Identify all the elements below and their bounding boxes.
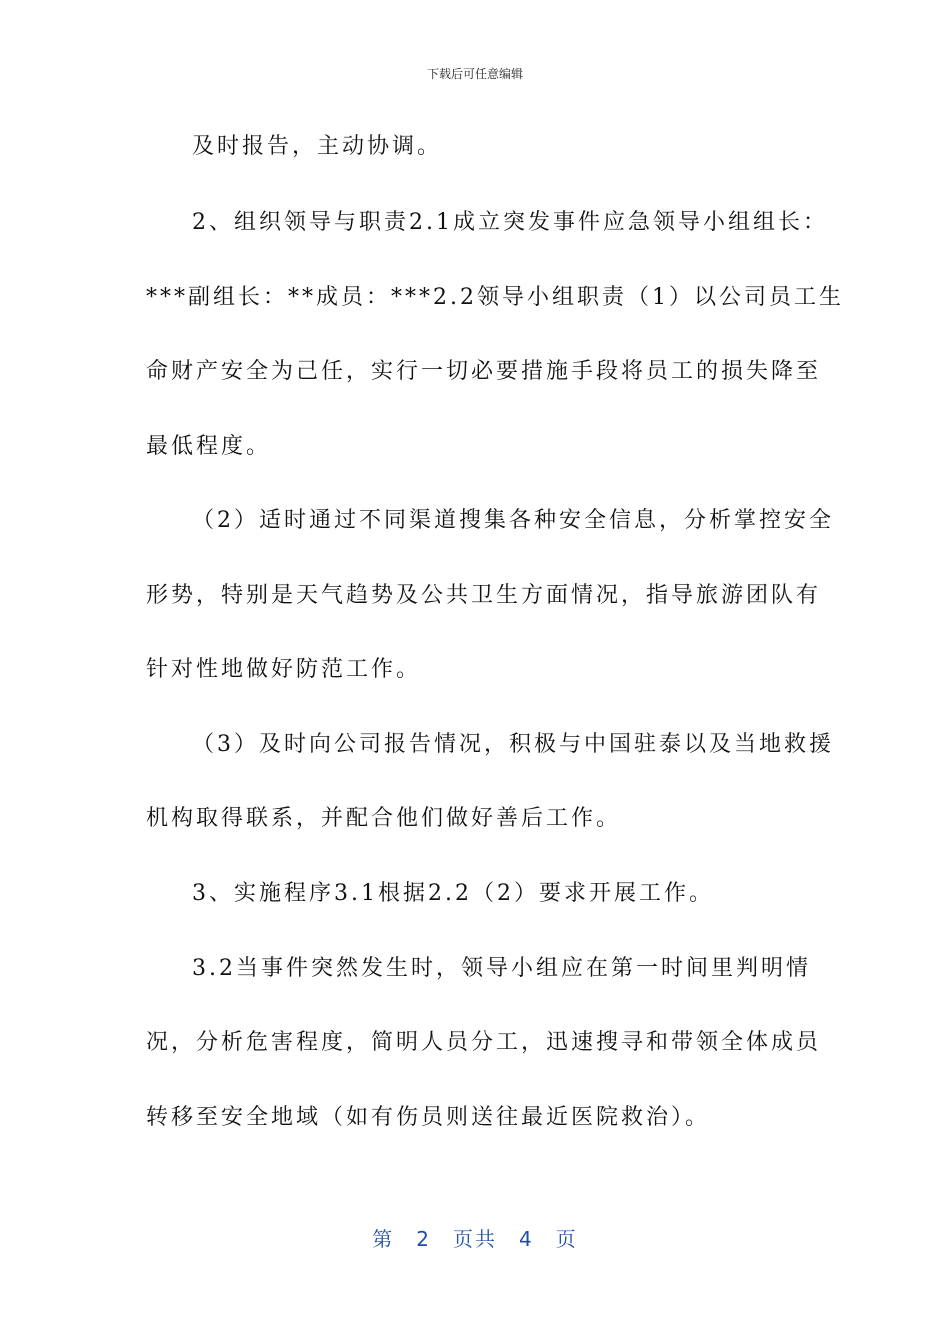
paragraph-line: 形势，特别是天气趋势及公共卫生方面情况，指导旅游团队有: [146, 583, 822, 608]
paragraph-line: ***副组长：**成员：***2.2领导小组职责（1）以公司员工生: [146, 285, 844, 310]
paragraph-line: 3、实施程序3.1根据2.2（2）要求开展工作。: [192, 881, 714, 906]
paragraph-line: （3）及时向公司报告情况，积极与中国驻泰以及当地救援: [192, 732, 834, 757]
paragraph-line: 况，分析危害程度，简明人员分工，迅速搜寻和带领全体成员: [146, 1030, 822, 1055]
footer-suffix: 页: [555, 1227, 578, 1251]
paragraph-line: 命财产安全为己任，实行一切必要措施手段将员工的损失降至: [146, 359, 822, 384]
paragraph-line: 针对性地做好防范工作。: [146, 657, 422, 682]
page-number-footer: [0, 1226, 950, 1252]
paragraph-line: （2）适时通过不同渠道搜集各种安全信息，分析掌控安全: [192, 508, 834, 533]
current-page-number: 2: [416, 1227, 431, 1251]
page-header-note: 下载后可任意编辑: [426, 67, 523, 81]
paragraph-line: 机构取得联系，并配合他们做好善后工作。: [146, 806, 622, 831]
paragraph-line: 2、组织领导与职责2.1成立突发事件应急领导小组组长：: [192, 210, 828, 235]
paragraph-line: 3.2当事件突然发生时，领导小组应在第一时间里判明情: [192, 956, 811, 981]
footer-middle: 页共: [453, 1227, 497, 1251]
paragraph-line: 最低程度。: [146, 434, 272, 459]
total-pages-number: 4: [519, 1227, 534, 1251]
paragraph-line: 及时报告，主动协调。: [192, 134, 443, 159]
footer-prefix: 第: [372, 1227, 395, 1251]
paragraph-line: 转移至安全地域（如有伤员则送往最近医院救治）。: [146, 1105, 711, 1130]
